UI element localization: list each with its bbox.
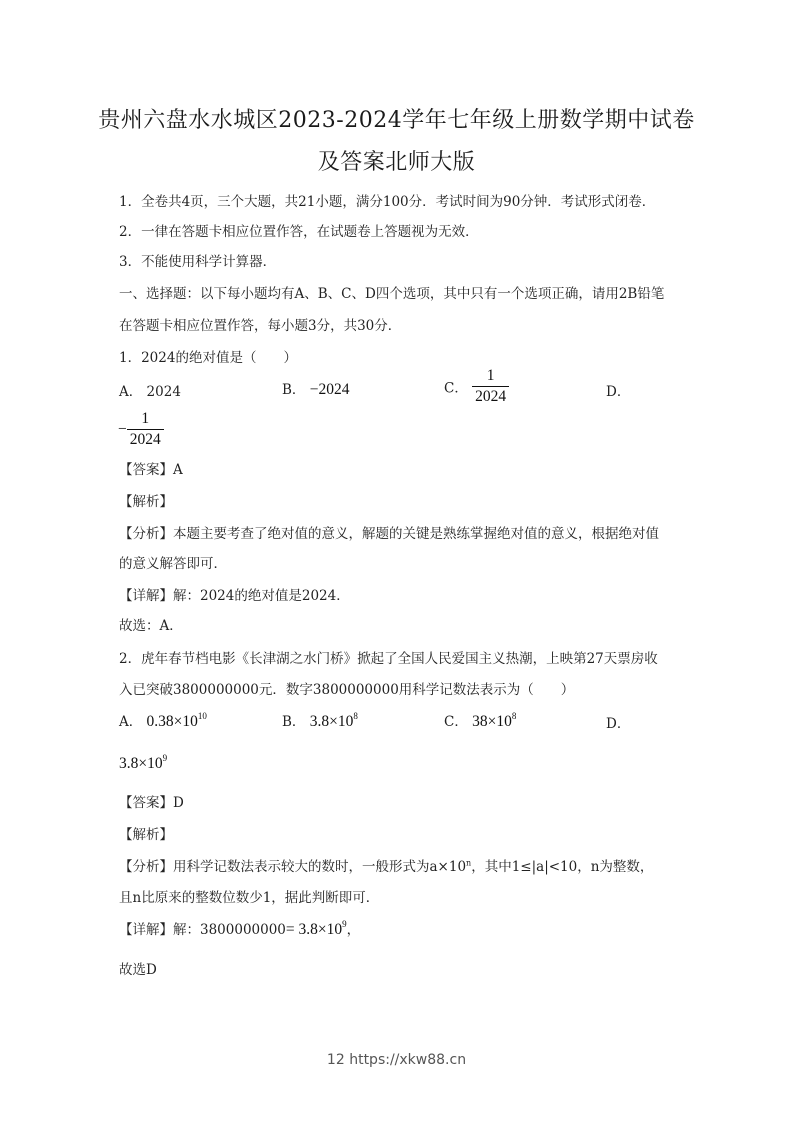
- q1-option-a: [119, 380, 181, 400]
- q1-analysis-line1: 【分析】本题主要考查了绝对值的意义，解题的关键是熟练掌握绝对值的意义，根据绝对值: [119, 526, 659, 542]
- equation: [286, 921, 347, 938]
- exponent: 9: [162, 753, 168, 763]
- fraction-numerator: 1: [127, 410, 164, 430]
- q1-option-b: [282, 378, 349, 399]
- q2-analysis-line1: [119, 855, 653, 875]
- option-value: [310, 713, 358, 730]
- option-value: [119, 755, 167, 772]
- option-label: C．: [444, 714, 468, 730]
- q2-detail: [119, 918, 360, 939]
- fraction-denominator: 2024: [129, 431, 161, 448]
- option-label: B．: [282, 714, 306, 730]
- q2-option-b: [282, 710, 358, 731]
- text: ，: [346, 922, 361, 938]
- text: 【分析】用科学记数法表示较大的数时，一般形式为a×10: [119, 859, 467, 875]
- document-title: 贵州六盘水水城区2023-2024学年七年级上册数学期中试卷: [98, 108, 695, 133]
- base: 3.8×10: [119, 755, 163, 772]
- q1-option-d-value: [118, 410, 164, 449]
- q1-option-c: [444, 367, 509, 406]
- exponent: 8: [511, 711, 517, 721]
- option-label: A．: [119, 384, 143, 400]
- question-1-stem: 1．2024的绝对值是（ ）: [119, 350, 297, 366]
- q2-option-d: [606, 712, 630, 732]
- option-label: C．: [444, 380, 468, 397]
- q2-option-c: [444, 710, 516, 731]
- option-value: [472, 713, 516, 730]
- minus-sign: −: [118, 420, 127, 438]
- document-subtitle: 及答案北师大版: [317, 150, 476, 175]
- page-footer: [0, 1052, 793, 1068]
- q1-answer: 【答案】A: [119, 462, 183, 478]
- q1-option-d: [606, 380, 630, 400]
- q2-conclusion: 故选D: [119, 962, 157, 978]
- exponent: 8: [353, 711, 358, 721]
- option-value: −2024: [309, 381, 350, 398]
- q2-option-a: [119, 710, 207, 731]
- instruction-3: 3．不能使用科学计算器．: [119, 254, 277, 270]
- q1-analysis-header: 【解析】: [119, 494, 173, 510]
- option-value: [147, 713, 207, 730]
- base: 38×10: [472, 713, 512, 730]
- q2-answer: 【答案】D: [119, 795, 184, 811]
- footer-url[interactable]: https://xkw88.cn: [349, 1052, 467, 1068]
- base: 0.38×10: [146, 713, 198, 730]
- exponent: n: [466, 858, 472, 868]
- option-value: 2024: [146, 384, 181, 400]
- q2-analysis-line2: 且n比原来的整数位数少1，据此判断即可．: [119, 890, 380, 906]
- option-label: B．: [282, 382, 306, 398]
- q1-conclusion: 故选：A．: [119, 618, 183, 634]
- fraction-denominator: 2024: [475, 388, 507, 405]
- exponent: 10: [197, 711, 207, 721]
- base: 3.8×10: [309, 713, 354, 730]
- option-label: D．: [606, 384, 631, 400]
- fraction-numerator: 1: [472, 367, 509, 387]
- section-heading: 一、选择题：以下每小题均有A、B、C、D四个选项，其中只有一个选项正确，请用2B铅笔: [119, 286, 665, 302]
- base: = 3.8×10: [285, 921, 343, 938]
- option-label: A．: [119, 714, 143, 730]
- question-2-stem-line2: 入已突破3800000000元．数字3800000000用科学记数法表示为（ ）: [119, 682, 575, 698]
- q1-detail: 【详解】解：2024的绝对值是2024．: [119, 588, 350, 604]
- exponent: 9: [342, 919, 347, 929]
- text: 【详解】解：3800000000: [119, 922, 286, 938]
- fraction: [472, 367, 509, 406]
- question-2-stem-line1: 2．虎年春节档电影《长津湖之水门桥》掀起了全国人民爱国主义热潮，上映第27天票房收: [119, 651, 658, 667]
- option-label: D．: [606, 716, 631, 732]
- page-number: 12: [326, 1052, 345, 1068]
- q2-option-d-value: [119, 755, 167, 773]
- q2-analysis-header: 【解析】: [119, 827, 173, 843]
- instruction-1: 1．全卷共4页，三个大题，共21小题，满分100分．考试时间为90分钟．考试形式闭卷．: [119, 194, 656, 210]
- section-heading-cont: 在答题卡相应位置作答，每小题3分，共30分．: [119, 318, 402, 334]
- q1-analysis-line2: 的意义解答即可．: [119, 556, 227, 572]
- text: ，其中1≤|a|<10，n为整数，: [471, 859, 654, 875]
- fraction: [127, 410, 164, 449]
- instruction-2: 2．一律在答题卡相应位置作答，在试题卷上答题视为无效．: [119, 224, 479, 240]
